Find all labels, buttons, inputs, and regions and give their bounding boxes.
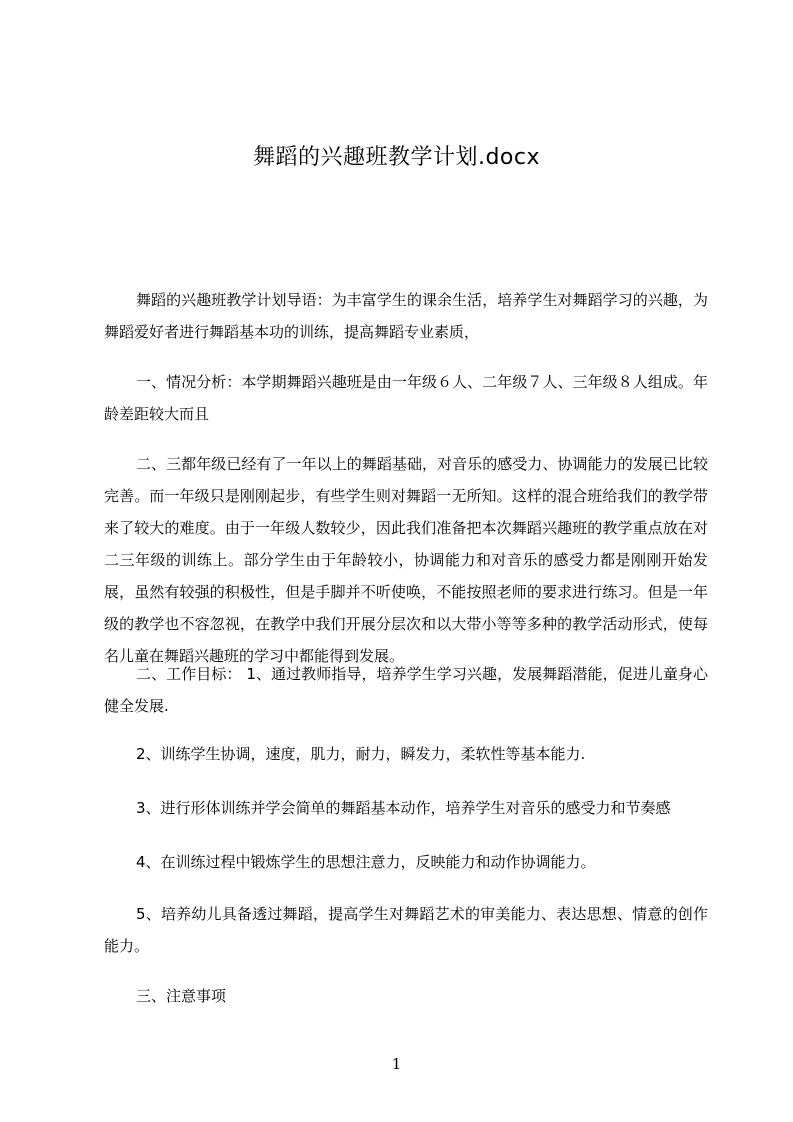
section-heading-notes: 三、注意事项 [136,987,227,1005]
paragraph-goal-2: 2、训练学生协调，速度，肌力，耐力，瞬发力，柔软性等基本能力. [136,745,586,763]
paragraph-grade-details: 二、三都年级已经有了一年以上的舞蹈基础，对音乐的感受力、协调能力的发展已比较完善。而一年级只是刚刚起步，有些学生则对舞蹈一无所知。这样的混合班给我们的教学带来了较大的难度。由于一年级人数较少，因此我们准备把本次舞蹈兴趣班的教学重点放在对二三年级的训练上。部分学生由于年龄较小，协调能力和对音乐的感受力都是刚刚开始发展，虽然有较强的积极性，但是手脚并不听使唤，不能按照老师的要求进行练习。但是一年级的教学也不容忽视，在教学中我们开展分层次和以大带小等等多种的教学活动形式，使每名儿童在舞蹈兴趣班的学习中都能得到发展。 [104,455,708,665]
paragraph-intro: 舞蹈的兴趣班教学计划导语：为丰富学生的课余生活，培养学生对舞蹈学习的兴趣，为舞蹈爱好者进行舞蹈基本功的训练，提高舞蹈专业素质， [104,291,708,341]
paragraph-goal-5: 5、培养幼儿具备透过舞蹈，提高学生对舞蹈艺术的审美能力、表达思想、情意的创作能力。 [104,905,708,955]
paragraph-goal-3: 3、进行形体训练并学会简单的舞蹈基本动作，培养学生对音乐的感受力和节奏感 [136,799,671,817]
page-number: 1 [391,1055,402,1073]
document-title: 舞蹈的兴趣班教学计划.docx [252,145,541,170]
paragraph-work-goals: 二、工作目标： 1、通过教师指导，培养学生学习兴趣，发展舞蹈潜能，促进儿童身心健全发展. [104,665,708,715]
paragraph-goal-4: 4、在训练过程中锻炼学生的思想注意力，反映能力和动作协调能力。 [136,853,596,871]
paragraph-situation-analysis: 一、情况分析：本学期舞蹈兴趣班是由一年级６人、二年级７人、三年级８人组成。年龄差距较大而且 [104,373,708,423]
